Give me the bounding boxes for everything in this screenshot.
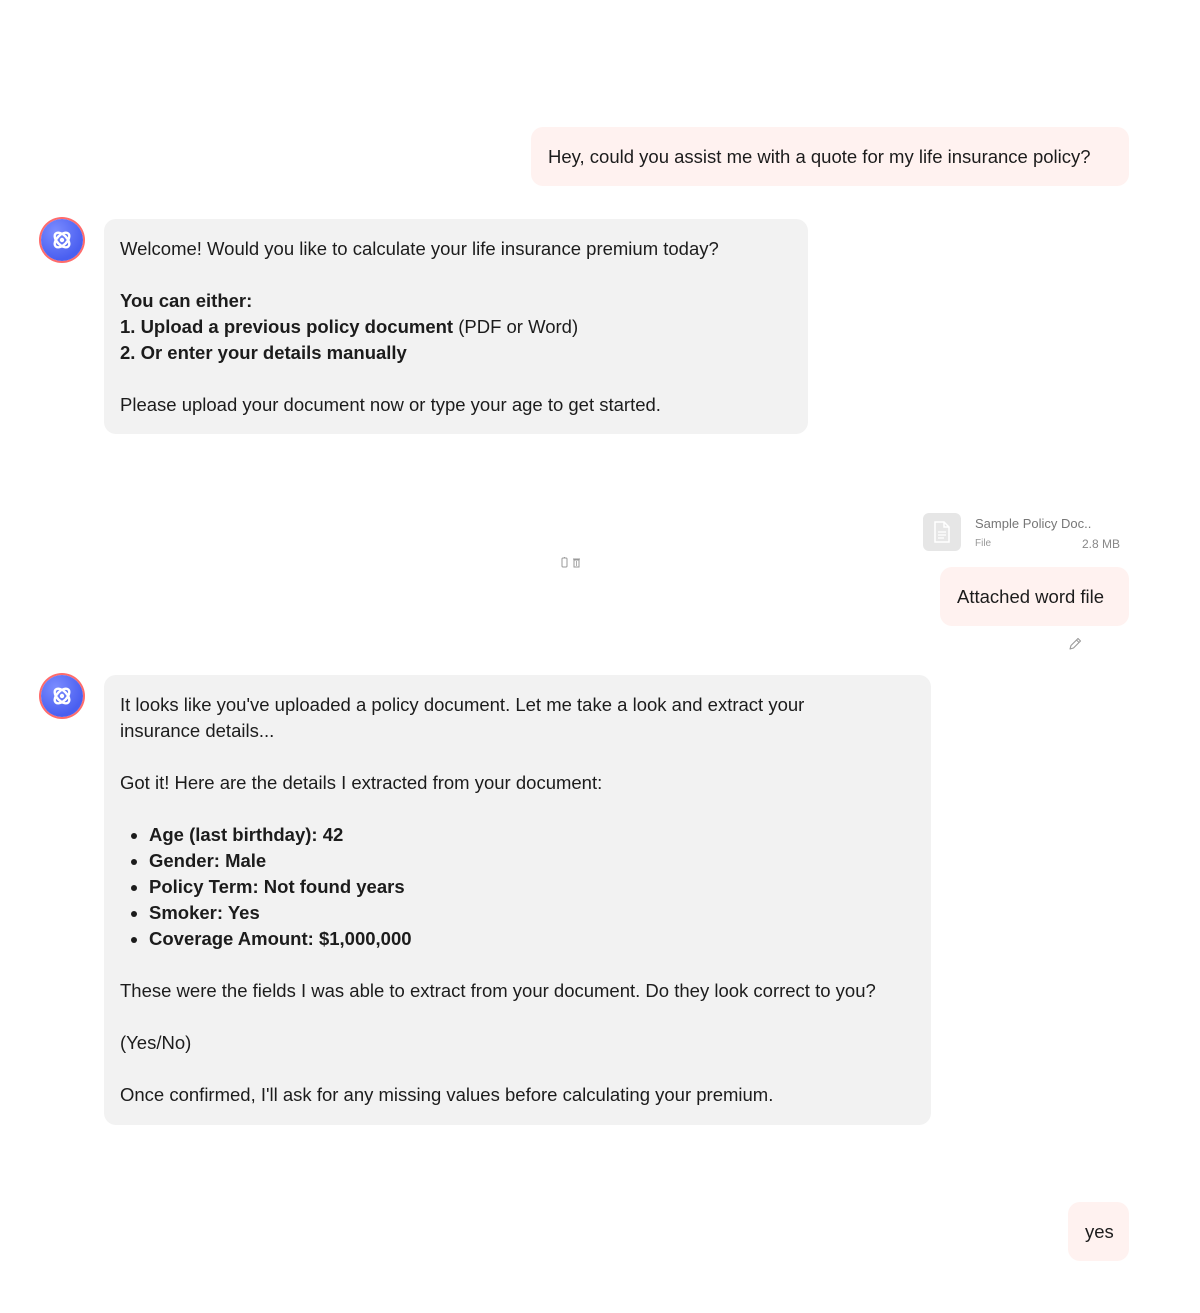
message-text: Welcome! Would you like to calculate your life insurance premium today?	[120, 238, 719, 259]
option-manual: 2. Or enter your details manually	[120, 342, 407, 363]
copy-icon[interactable]	[562, 557, 567, 567]
assistant-logo-icon	[50, 228, 74, 252]
assistant-avatar	[41, 675, 83, 717]
edit-message-button[interactable]	[1067, 636, 1083, 657]
detail-age: • Age (last birthday): 42	[149, 822, 915, 848]
assistant-message	[104, 675, 931, 1125]
message-text: These were the fields I was able to extract from your document. Do they look correct to you?	[120, 980, 876, 1001]
assistant-avatar	[41, 219, 83, 261]
message-actions	[561, 556, 585, 574]
message-text: You can either:	[120, 290, 253, 311]
assistant-logo-icon	[50, 684, 74, 708]
attachment-type: File	[975, 538, 992, 549]
message-text: Please upload your document now or type your age to get started.	[120, 394, 661, 415]
message-text: Got it! Here are the details I extracted from your document:	[120, 772, 603, 793]
trash-icon[interactable]	[573, 559, 580, 567]
message-text: Once confirmed, I'll ask for any missing values before calculating your premium.	[120, 1084, 774, 1105]
attachment-name: Sample Policy Doc..	[975, 516, 1092, 531]
detail-coverage: • Coverage Amount: $1,000,000	[149, 926, 915, 952]
option-upload: 1. Upload a previous policy document	[120, 316, 454, 337]
message-text: Hey, could you assist me with a quote for my life insurance policy?	[548, 146, 1091, 167]
user-message	[531, 127, 1129, 186]
user-message	[940, 567, 1129, 626]
message-text: yes	[1085, 1221, 1114, 1242]
document-icon	[923, 513, 961, 551]
message-text: It looks like you've uploaded a policy document. Let me take a look and extract your insurance details...	[120, 694, 805, 741]
detail-smoker: • Smoker: Yes	[149, 900, 915, 926]
detail-gender: • Gender: Male	[149, 848, 915, 874]
message-text: (Yes/No)	[120, 1032, 192, 1053]
attachment-card[interactable]	[923, 513, 1123, 555]
attachment-size: 2.8 MB	[1081, 537, 1120, 551]
extracted-details-list	[120, 822, 915, 952]
option-upload-note: (PDF or Word)	[453, 316, 579, 337]
message-text: Attached word file	[957, 586, 1105, 607]
pencil-icon	[1067, 636, 1083, 652]
user-message	[1068, 1202, 1129, 1261]
assistant-message	[104, 219, 808, 434]
detail-policy-term: • Policy Term: Not found years	[149, 874, 915, 900]
